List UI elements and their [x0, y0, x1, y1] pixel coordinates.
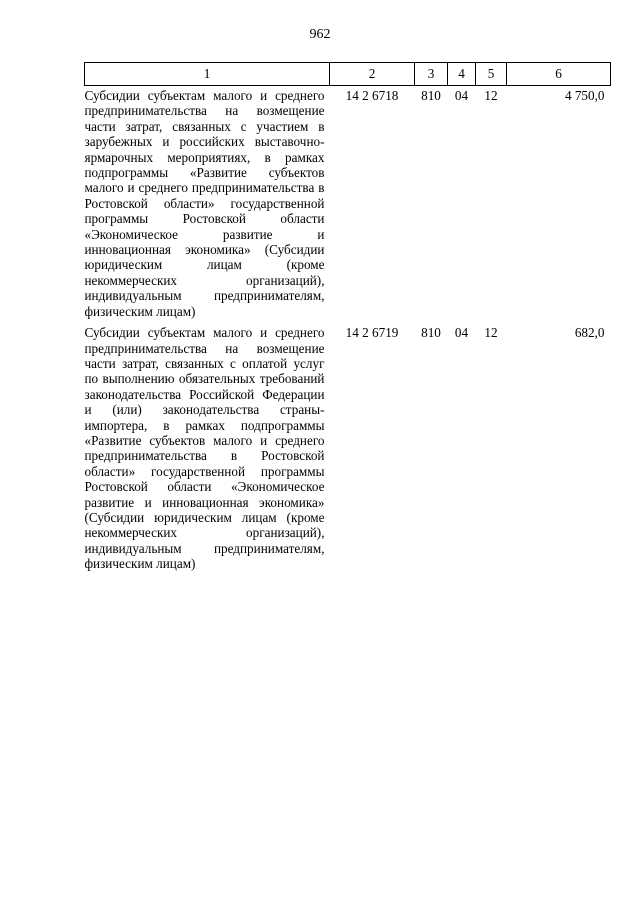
header-col-4: 4	[448, 63, 476, 86]
row-expense-type: 810	[421, 325, 441, 341]
header-col-6: 6	[507, 63, 611, 86]
budget-table	[84, 62, 611, 576]
table-header-row	[85, 63, 611, 86]
row-expense-type: 810	[421, 88, 441, 103]
row-target-article: 14 2 6718	[345, 88, 399, 103]
row-subsection: 12	[484, 325, 498, 341]
row-name: Субсидии субъектам малого и среднего предпринимательства на возмещение части затрат, связанных с участием в зарубежных и российских выставочно-ярмарочных мероприятиях, в рамках подпрограммы «Развитие субъектов малого и среднего предпринимательства в Ростовской области» государственной программы Ростовской области «Экономическое развитие и инновационная экономика» (Субсидии юридическим лицам (кроме некоммерческих организаций), индивидуальным предпринимателям, физическим лицам)	[84, 88, 325, 319]
page-number: 962	[309, 27, 331, 42]
header-col-1: 1	[85, 63, 330, 86]
row-section: 04	[454, 88, 469, 103]
row-amount: 682,0	[574, 325, 605, 341]
header-col-5: 5	[476, 63, 507, 86]
row-amount: 4 750,0	[564, 88, 605, 103]
row-target-article: 14 2 6719	[345, 325, 399, 341]
header-col-3: 3	[415, 63, 448, 86]
table-row	[85, 323, 611, 576]
row-subsection: 12	[484, 88, 498, 103]
header-col-2: 2	[330, 63, 415, 86]
table-row	[85, 86, 611, 324]
row-name: Субсидии субъектам малого и среднего предпринимательства на возмещение части затрат, связанных с оплатой услуг по выполнению обязательных требований законодательства Российской Федерации и (или) законодательства страны-импортера, в рамках подпрограммы «Развитие субъектов малого и среднего предпринимательства в Ростовской области» государственной программы Ростовской области «Экономическое развитие и инновационная экономика» (Субсидии юридическим лицам (кроме некоммерческих организаций), индивидуальным предпринимателям, физическим лицам)	[84, 325, 325, 572]
row-section: 04	[454, 325, 469, 341]
